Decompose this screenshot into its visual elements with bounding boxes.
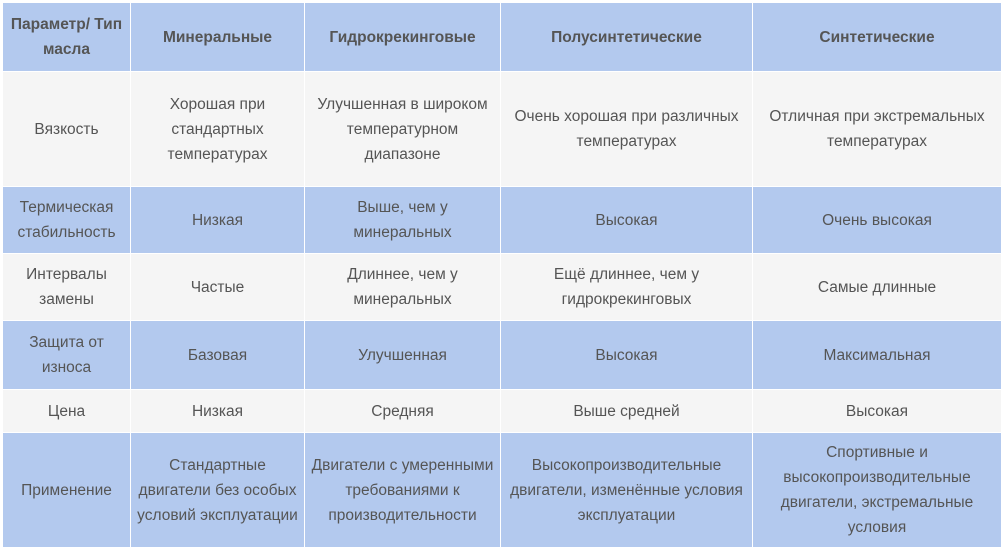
table-cell: Низкая: [131, 390, 305, 433]
table-cell: Низкая: [131, 187, 305, 254]
table-cell: Выше средней: [501, 390, 753, 433]
table-row: [3, 390, 1002, 433]
comparison-table-container: [2, 2, 1002, 548]
table-row: [3, 254, 1002, 321]
table-cell: Двигатели с умеренными требованиями к производительности: [305, 433, 501, 548]
table-row: [3, 187, 1002, 254]
table-cell: Стандартные двигатели без особых условий эксплуатации: [131, 433, 305, 548]
row-label: Защита от износа: [3, 321, 131, 390]
header-mineral: Минеральные: [131, 3, 305, 72]
row-label: Интервалы замены: [3, 254, 131, 321]
row-label: Цена: [3, 390, 131, 433]
table-cell: Очень высокая: [753, 187, 1002, 254]
row-label: Применение: [3, 433, 131, 548]
header-semisynthetic: Полусинтетические: [501, 3, 753, 72]
table-cell: Очень хорошая при различных температурах: [501, 72, 753, 187]
header-parameter: Параметр/ Тип масла: [3, 3, 131, 72]
table-cell: Улучшенная в широком температурном диапазоне: [305, 72, 501, 187]
table-cell: Частые: [131, 254, 305, 321]
table-cell: Выше, чем у минеральных: [305, 187, 501, 254]
table-cell: Хорошая при стандартных температурах: [131, 72, 305, 187]
row-label: Термическая стабильность: [3, 187, 131, 254]
table-cell: Средняя: [305, 390, 501, 433]
table-cell: Отличная при экстремальных температурах: [753, 72, 1002, 187]
table-cell: Ещё длиннее, чем у гидрокрекинговых: [501, 254, 753, 321]
table-header-row: [3, 3, 1002, 72]
header-synthetic: Синтетические: [753, 3, 1002, 72]
row-label: Вязкость: [3, 72, 131, 187]
table-cell: Улучшенная: [305, 321, 501, 390]
table-row: [3, 321, 1002, 390]
table-row: [3, 433, 1002, 548]
header-hydrocracking: Гидрокрекинговые: [305, 3, 501, 72]
table-row: [3, 72, 1002, 187]
table-cell: Спортивные и высокопроизводительные двигатели, экстремальные условия: [753, 433, 1002, 548]
table-cell: Максимальная: [753, 321, 1002, 390]
table-cell: Высокая: [501, 321, 753, 390]
table-cell: Высокая: [753, 390, 1002, 433]
table-cell: Высокая: [501, 187, 753, 254]
oil-comparison-table: [2, 2, 1002, 548]
table-cell: Высокопроизводительные двигатели, изменённые условия эксплуатации: [501, 433, 753, 548]
table-cell: Длиннее, чем у минеральных: [305, 254, 501, 321]
table-cell: Самые длинные: [753, 254, 1002, 321]
table-cell: Базовая: [131, 321, 305, 390]
